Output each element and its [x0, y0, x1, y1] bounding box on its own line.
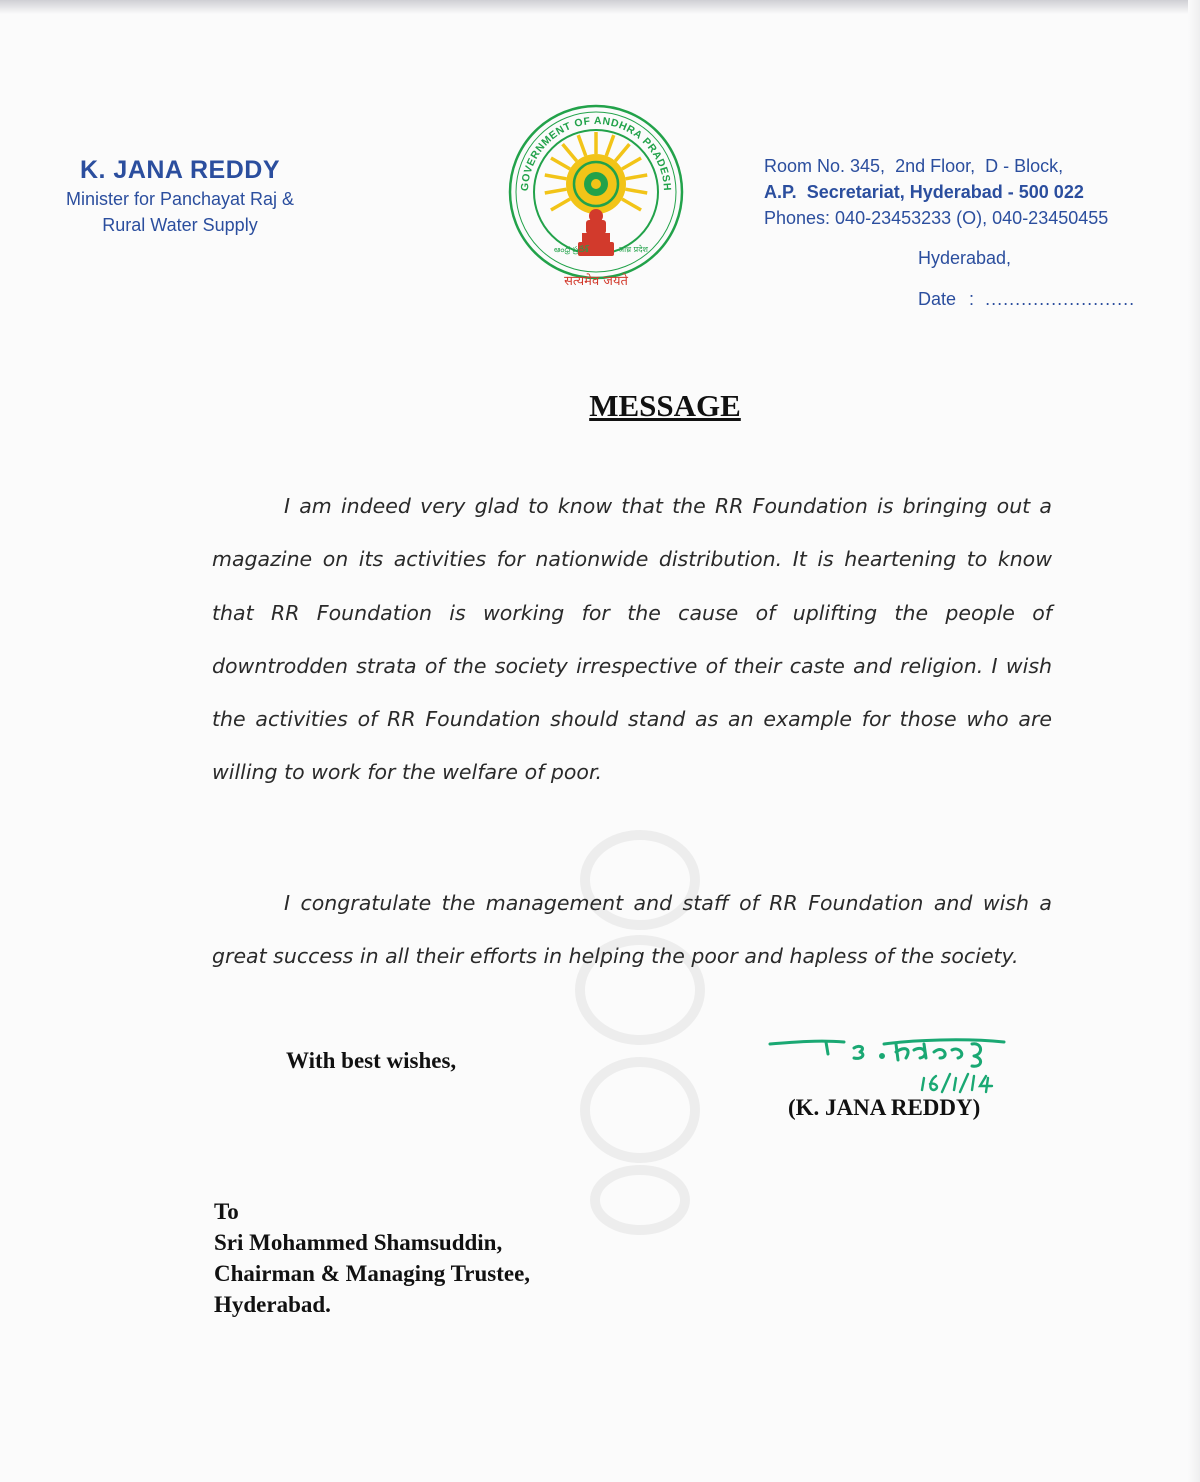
recipient-title: Chairman & Managing Trustee, — [214, 1261, 531, 1286]
date-line — [918, 286, 1135, 312]
date-label: Date — [918, 289, 957, 309]
scan-edge — [0, 0, 1200, 14]
address-line-2: A.P. Secretariat, Hyderabad - 500 022 — [764, 182, 1084, 202]
emblem-hindi-text: आंध्र प्रदेश — [618, 245, 648, 254]
letter-city: Hyderabad, — [918, 248, 1012, 268]
phone-numbers: Phones: 040-23453233 (O), 040-23450455 — [764, 208, 1109, 228]
minister-role-line2: Rural Water Supply — [102, 215, 258, 235]
letterhead-left — [30, 156, 330, 237]
message-paragraph-2-text: I congratulate the management and staff of RR Foundation and wish a great success in all their efforts in helping the poor and hapless of the society. — [212, 891, 1052, 969]
message-paragraph-1 — [212, 480, 1052, 800]
scan-shadow — [1188, 0, 1200, 1482]
closing-line: With best wishes, — [286, 1048, 457, 1073]
recipient-block — [214, 1196, 530, 1320]
address-line-1: Room No. 345, 2nd Floor, D - Block, — [764, 156, 1064, 176]
emblem-ring-text: GOVERNMENT OF ANDHRA PRADESH — [518, 114, 674, 192]
page-title: MESSAGE — [589, 388, 741, 423]
signature-icon — [764, 1030, 1054, 1096]
emblem-telugu-text: ఆంధ్ర ప్రదేశ్ — [554, 245, 589, 254]
minister-name: K. JANA REDDY — [79, 156, 281, 184]
message-paragraph-2 — [212, 877, 1052, 984]
date-separator: : — [969, 289, 975, 309]
recipient-city: Hyderabad. — [214, 1292, 331, 1317]
recipient-name: Sri Mohammed Shamsuddin, — [214, 1230, 503, 1255]
emblem-motto: सत्यमेव जयते — [564, 274, 628, 289]
recipient-to: To — [214, 1199, 239, 1224]
government-emblem-icon — [506, 102, 686, 292]
letterhead-right — [764, 153, 1136, 309]
date-blank: ......................... — [985, 289, 1136, 309]
minister-role-line1: Minister for Panchayat Raj & — [65, 189, 295, 209]
signer-name: (K. JANA REDDY) — [788, 1095, 981, 1120]
message-paragraph-1-text: I am indeed very glad to know that the RR Foundation is bringing out a magazine on its activities for nationwide distribution. It is heartening to know that RR Foundation is working for the cause of uplifting the people of downtrodden strata of the society irrespective of their caste and religion. I wish the activities of RR Foundation should stand as an example for those who are willing to work for the welfare of poor. — [212, 494, 1052, 785]
